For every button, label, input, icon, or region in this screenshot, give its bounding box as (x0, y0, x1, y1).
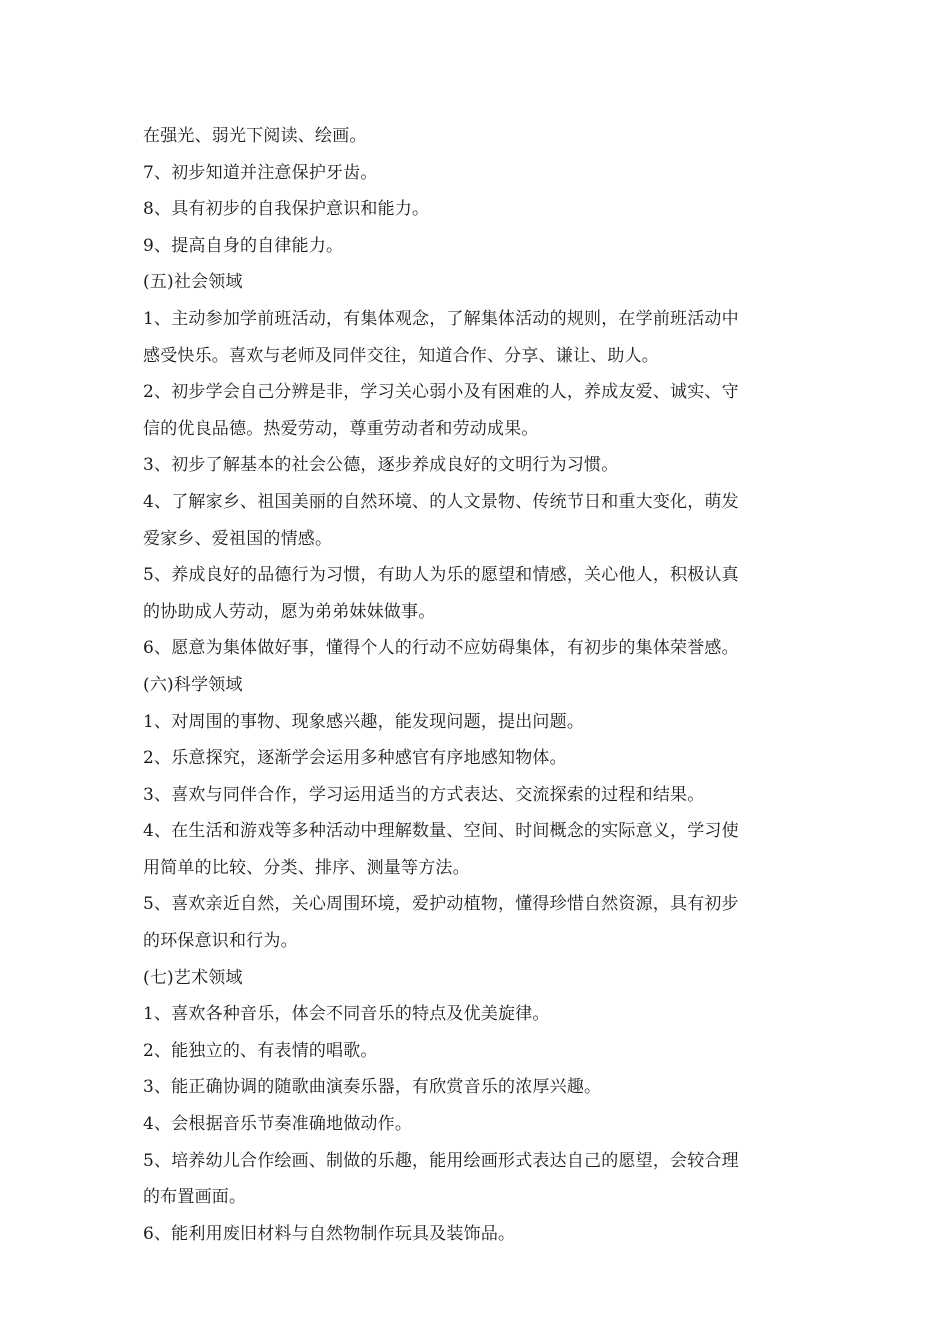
list-item: 9、提高自身的自律能力。 (143, 235, 344, 256)
list-item: 1、对周围的事物、现象感兴趣，能发现问题，提出问题。 (143, 711, 585, 732)
list-item: 2、能独立的、有表情的唱歌。 (143, 1040, 378, 1061)
list-item: 8、具有初步的自我保护意识和能力。 (143, 199, 430, 220)
text-line: 信的优良品德。热爱劳动，尊重劳动者和劳动成果。 (143, 418, 539, 439)
text-line: 爱家乡、爱祖国的情感。 (143, 528, 333, 549)
section-heading-social: (五)社会领域 (143, 272, 243, 293)
list-item: 2、乐意探究，逐渐学会运用多种感官有序地感知物体。 (143, 748, 567, 769)
text-line: 的协助成人劳动，愿为弟弟妹妹做事。 (143, 601, 436, 622)
list-item: 6、能利用废旧材料与自然物制作玩具及装饰品。 (143, 1223, 516, 1244)
list-item: 3、初步了解基本的社会公德，逐步养成良好的文明行为习惯。 (143, 455, 619, 476)
text-line: 在强光、弱光下阅读、绘画。 (143, 126, 367, 146)
list-item: 5、培养幼儿合作绘画、制做的乐趣，能用绘画形式表达自己的愿望，会较合理 (143, 1150, 739, 1171)
list-item: 4、了解家乡、祖国美丽的自然环境、的人文景物、传统节日和重大变化，萌发 (143, 491, 739, 512)
section-heading-art: (七)艺术领域 (143, 967, 243, 988)
list-item: 4、在生活和游戏等多种活动中理解数量、空间、时间概念的实际意义，学习使 (143, 821, 739, 842)
list-item: 2、初步学会自己分辨是非，学习关心弱小及有困难的人，养成友爱、诚实、守 (143, 382, 739, 403)
document-body (143, 118, 813, 1252)
list-item: 3、能正确协调的随歌曲演奏乐器，有欣赏音乐的浓厚兴趣。 (143, 1077, 602, 1098)
list-item: 4、会根据音乐节奏准确地做动作。 (143, 1114, 413, 1135)
text-line: 用简单的比较、分类、排序、测量等方法。 (143, 857, 470, 878)
section-heading-science: (六)科学领域 (143, 674, 243, 695)
text-line: 的布置画面。 (143, 1187, 247, 1208)
list-item: 3、喜欢与同伴合作，学习运用适当的方式表达、交流探索的过程和结果。 (143, 784, 705, 805)
text-line: 感受快乐。喜欢与老师及同伴交往，知道合作、分享、谦让、助人。 (143, 345, 659, 366)
text-line: 的环保意识和行为。 (143, 931, 298, 952)
list-item: 7、初步知道并注意保护牙齿。 (143, 162, 378, 183)
list-item: 5、喜欢亲近自然，关心周围环境，爱护动植物，懂得珍惜自然资源，具有初步 (143, 894, 739, 915)
list-item: 6、愿意为集体做好事，懂得个人的行动不应妨碍集体，有初步的集体荣誉感。 (143, 638, 739, 659)
list-item: 1、主动参加学前班活动，有集体观念，了解集体活动的规则，在学前班活动中 (143, 308, 739, 329)
list-item: 5、养成良好的品德行为习惯，有助人为乐的愿望和情感，关心他人，积极认真 (143, 565, 739, 586)
list-item: 1、喜欢各种音乐，体会不同音乐的特点及优美旋律。 (143, 1004, 550, 1025)
